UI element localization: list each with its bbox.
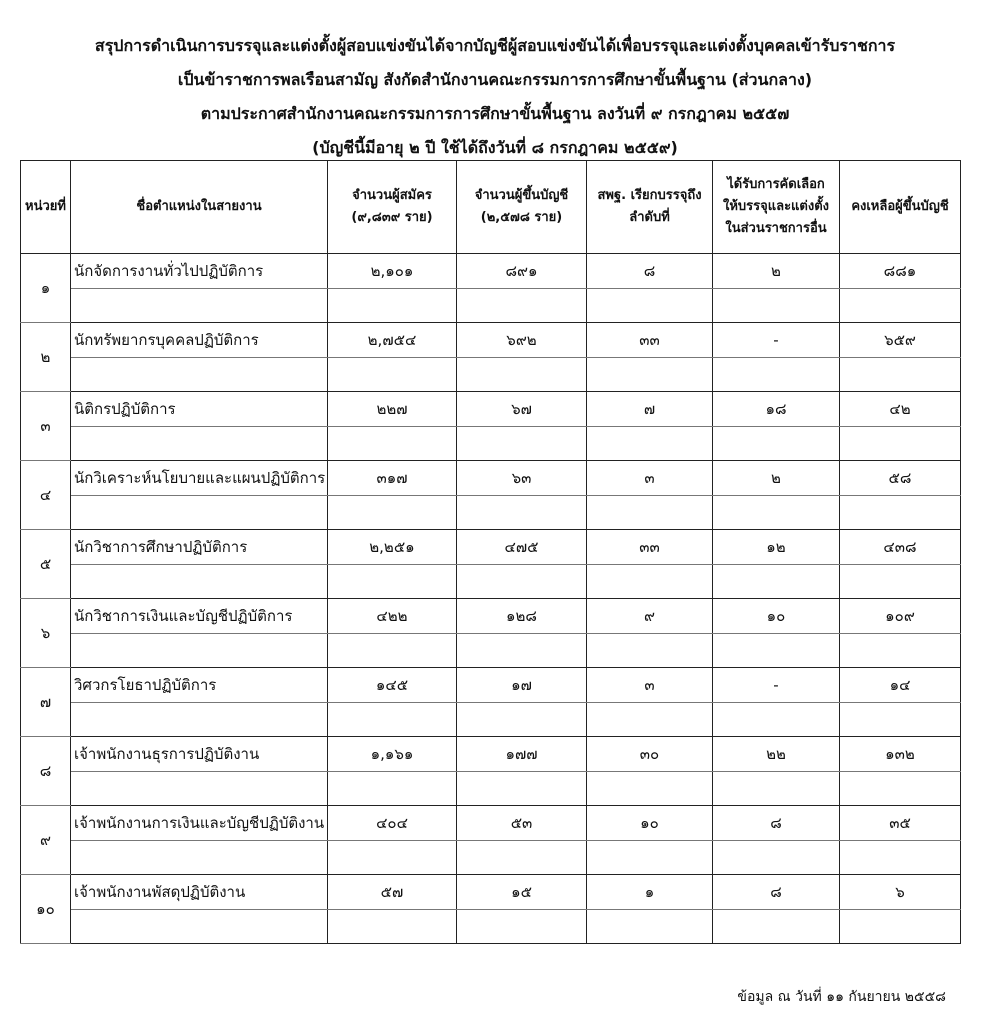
table-row-blank bbox=[21, 772, 961, 806]
cell-remaining: ๑๓๒ bbox=[840, 737, 961, 772]
cell-unit: ๕ bbox=[21, 530, 71, 599]
cell-listed: ๑๕ bbox=[457, 875, 587, 910]
table-row bbox=[21, 737, 961, 772]
table-row bbox=[21, 530, 961, 565]
table-header-row bbox=[21, 161, 961, 254]
cell-remaining: ๔๒ bbox=[840, 392, 961, 427]
cell-listed: ๖๗ bbox=[457, 392, 587, 427]
header-position: ชื่อตำแหน่งในสายงาน bbox=[71, 161, 328, 254]
cell-position: เจ้าพนักงานธุรการปฏิบัติงาน bbox=[71, 737, 328, 772]
cell-selected: ๒๒ bbox=[713, 737, 840, 772]
cell-unit: ๗ bbox=[21, 668, 71, 737]
cell-remaining: ๓๕ bbox=[840, 806, 961, 841]
title-line-1: สรุปการดำเนินการบรรจุและแต่งตั้งผู้สอบแข่งขันได้จากบัญชีผู้สอบแข่งขันได้เพื่อบรรจุและแต่งตั้งบุคคลเข้ารับราชการ bbox=[94, 36, 896, 55]
cell-applicants: ๒,๑๐๑ bbox=[328, 254, 457, 289]
header-applicants: จำนวนผู้สมัคร (๙,๘๓๙ ราย) bbox=[328, 161, 457, 254]
cell-unit: ๘ bbox=[21, 737, 71, 806]
cell-selected: - bbox=[713, 668, 840, 703]
cell-applicants: ๔๐๔ bbox=[328, 806, 457, 841]
cell-selected: ๒ bbox=[713, 461, 840, 496]
recruitment-summary-table bbox=[20, 160, 961, 944]
cell-position: วิศวกรโยธาปฏิบัติการ bbox=[71, 668, 328, 703]
cell-position: นักวิชาการเงินและบัญชีปฏิบัติการ bbox=[71, 599, 328, 634]
cell-applicants: ๕๗ bbox=[328, 875, 457, 910]
cell-selected: ๑๒ bbox=[713, 530, 840, 565]
cell-called: ๓ bbox=[587, 668, 713, 703]
table-row-blank bbox=[21, 910, 961, 944]
cell-unit: ๑๐ bbox=[21, 875, 71, 944]
cell-unit: ๒ bbox=[21, 323, 71, 392]
data-as-of-note: ข้อมูล ณ วันที่ ๑๑ กันยายน ๒๕๕๘ bbox=[737, 989, 946, 1005]
table-row-blank bbox=[21, 358, 961, 392]
cell-listed: ๑๗๗ bbox=[457, 737, 587, 772]
table-row bbox=[21, 668, 961, 703]
cell-listed: ๘๙๑ bbox=[457, 254, 587, 289]
cell-called: ๓๓ bbox=[587, 530, 713, 565]
table-row-blank bbox=[21, 841, 961, 875]
cell-applicants: ๒,๒๕๑ bbox=[328, 530, 457, 565]
table-row-blank bbox=[21, 703, 961, 737]
header-listed: จำนวนผู้ขึ้นบัญชี (๒,๕๗๘ ราย) bbox=[457, 161, 587, 254]
cell-position: นักวิเคราะห์นโยบายและแผนปฏิบัติการ bbox=[71, 461, 328, 496]
cell-position: นักทรัพยากรบุคคลปฏิบัติการ bbox=[71, 323, 328, 358]
table-row bbox=[21, 254, 961, 289]
cell-called: ๘ bbox=[587, 254, 713, 289]
table-row bbox=[21, 806, 961, 841]
cell-called: ๑ bbox=[587, 875, 713, 910]
table-row bbox=[21, 599, 961, 634]
table-row-blank bbox=[21, 496, 961, 530]
cell-position: เจ้าพนักงานการเงินและบัญชีปฏิบัติงาน bbox=[71, 806, 328, 841]
title-line-3: ตามประกาศสำนักงานคณะกรรมการการศึกษาขั้นพื้นฐาน ลงวันที่ ๙ กรกฎาคม ๒๕๕๗ bbox=[200, 104, 790, 123]
cell-remaining: ๕๘ bbox=[840, 461, 961, 496]
cell-remaining: ๑๔ bbox=[840, 668, 961, 703]
cell-called: ๓๓ bbox=[587, 323, 713, 358]
cell-called: ๗ bbox=[587, 392, 713, 427]
table-row-blank bbox=[21, 289, 961, 323]
cell-selected: ๑๘ bbox=[713, 392, 840, 427]
cell-applicants: ๒,๗๕๔ bbox=[328, 323, 457, 358]
cell-applicants: ๑,๑๖๑ bbox=[328, 737, 457, 772]
table-row bbox=[21, 392, 961, 427]
title-line-2: เป็นข้าราชการพลเรือนสามัญ สังกัดสำนักงานคณะกรรมการการศึกษาขั้นพื้นฐาน (ส่วนกลาง) bbox=[177, 70, 813, 89]
cell-position: นักวิชาการศึกษาปฏิบัติการ bbox=[71, 530, 328, 565]
cell-listed: ๑๒๘ bbox=[457, 599, 587, 634]
cell-unit: ๔ bbox=[21, 461, 71, 530]
table-row-blank bbox=[21, 427, 961, 461]
table-row bbox=[21, 875, 961, 910]
cell-remaining: ๑๐๙ bbox=[840, 599, 961, 634]
cell-applicants: ๔๒๒ bbox=[328, 599, 457, 634]
cell-listed: ๖๙๒ bbox=[457, 323, 587, 358]
cell-selected: ๘ bbox=[713, 875, 840, 910]
header-unit: หน่วยที่ bbox=[21, 161, 71, 254]
cell-position: เจ้าพนักงานพัสดุปฏิบัติงาน bbox=[71, 875, 328, 910]
cell-remaining: ๖๕๙ bbox=[840, 323, 961, 358]
table-row bbox=[21, 461, 961, 496]
cell-selected: ๘ bbox=[713, 806, 840, 841]
cell-selected: ๒ bbox=[713, 254, 840, 289]
cell-unit: ๙ bbox=[21, 806, 71, 875]
cell-called: ๙ bbox=[587, 599, 713, 634]
cell-selected: ๑๐ bbox=[713, 599, 840, 634]
cell-listed: ๕๓ bbox=[457, 806, 587, 841]
cell-unit: ๖ bbox=[21, 599, 71, 668]
cell-called: ๓ bbox=[587, 461, 713, 496]
cell-remaining: ๘๘๑ bbox=[840, 254, 961, 289]
header-selected: ได้รับการคัดเลือก ให้บรรจุและแต่งตั้ง ในส่วนราชการอื่น bbox=[713, 161, 840, 254]
table-row bbox=[21, 323, 961, 358]
cell-listed: ๖๓ bbox=[457, 461, 587, 496]
cell-remaining: ๖ bbox=[840, 875, 961, 910]
header-called: สพฐ. เรียกบรรจุถึง ลำดับที่ bbox=[587, 161, 713, 254]
cell-remaining: ๔๓๘ bbox=[840, 530, 961, 565]
title-line-4: (บัญชีนี้มีอายุ ๒ ปี ใช้ได้ถึงวันที่ ๘ กรกฎาคม ๒๕๕๙) bbox=[312, 138, 678, 157]
cell-called: ๑๐ bbox=[587, 806, 713, 841]
cell-selected: - bbox=[713, 323, 840, 358]
cell-position: นิติกรปฏิบัติการ bbox=[71, 392, 328, 427]
cell-unit: ๑ bbox=[21, 254, 71, 323]
cell-called: ๓๐ bbox=[587, 737, 713, 772]
cell-applicants: ๒๒๗ bbox=[328, 392, 457, 427]
table-row-blank bbox=[21, 565, 961, 599]
header-remaining: คงเหลือผู้ขึ้นบัญชี bbox=[840, 161, 961, 254]
cell-applicants: ๓๑๗ bbox=[328, 461, 457, 496]
cell-listed: ๑๗ bbox=[457, 668, 587, 703]
cell-position: นักจัดการงานทั่วไปปฏิบัติการ bbox=[71, 254, 328, 289]
cell-listed: ๔๗๕ bbox=[457, 530, 587, 565]
cell-applicants: ๑๔๕ bbox=[328, 668, 457, 703]
table-row-blank bbox=[21, 634, 961, 668]
cell-unit: ๓ bbox=[21, 392, 71, 461]
